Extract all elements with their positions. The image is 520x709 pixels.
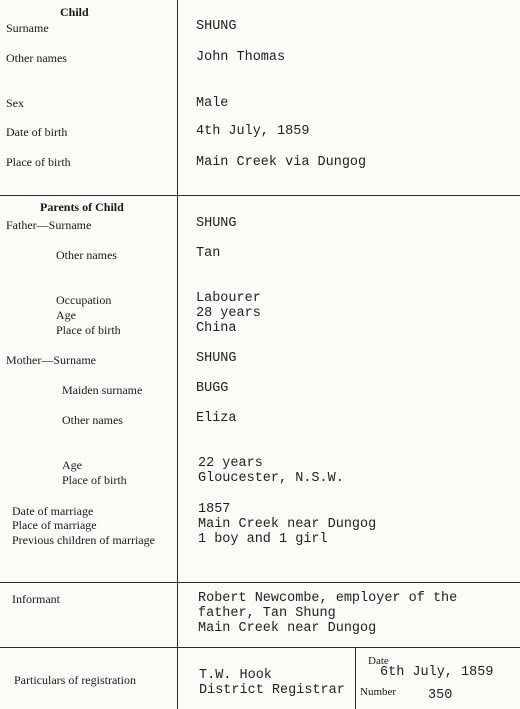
marriage-date-value: 1857 [198, 502, 231, 517]
occupation-label: Occupation [56, 293, 112, 307]
section-divider-child [0, 195, 520, 196]
child-surname-label: Surname [6, 21, 49, 35]
prev-children-value: 1 boy and 1 girl [198, 532, 328, 547]
mother-other-names-label: Other names [62, 413, 123, 427]
father-surname-label: Father—Surname [6, 218, 92, 232]
registration-number-label: Number [360, 686, 397, 698]
maiden-surname-value: BUGG [196, 381, 229, 396]
child-pob-value: Main Creek via Dungog [196, 155, 367, 170]
father-other-names-label: Other names [56, 248, 117, 262]
father-age-value: 28 years [196, 306, 261, 321]
informant-line-1: Robert Newcombe, employer of the [198, 591, 458, 606]
maiden-surname-label: Maiden surname [62, 383, 143, 397]
child-pob-label: Place of birth [6, 155, 71, 169]
registrar-name: T.W. Hook [199, 668, 272, 683]
father-surname-value: SHUNG [196, 216, 237, 231]
registration-date-label: Date [368, 655, 389, 667]
prev-children-label: Previous children of marriage [12, 533, 155, 547]
registration-number-value: 350 [428, 688, 453, 703]
registration-divider [355, 647, 356, 709]
section-divider-informant [0, 647, 520, 648]
mother-pob-label: Place of birth [62, 473, 127, 487]
child-dob-value: 4th July, 1859 [196, 124, 310, 139]
mother-surname-value: SHUNG [196, 351, 237, 366]
occupation-value: Labourer [196, 291, 261, 306]
child-surname-value: SHUNG [196, 19, 237, 34]
child-heading: Child [60, 5, 89, 19]
father-age-label: Age [56, 308, 76, 322]
mother-age-value: 22 years [198, 456, 263, 471]
child-other-names-label: Other names [6, 51, 67, 65]
informant-line-3: Main Creek near Dungog [198, 621, 377, 636]
vertical-divider [177, 0, 178, 709]
marriage-date-label: Date of marriage [12, 504, 94, 518]
parents-heading: Parents of Child [40, 200, 124, 214]
marriage-place-label: Place of marriage [12, 518, 97, 532]
father-pob-value: China [196, 321, 237, 336]
informant-line-2: father, Tan Shung [198, 606, 336, 621]
registration-date-value: 6th July, 1859 [380, 665, 494, 680]
child-sex-label: Sex [6, 96, 24, 110]
marriage-place-value: Main Creek near Dungog [198, 517, 377, 532]
mother-age-label: Age [62, 458, 82, 472]
father-other-names-value: Tan [196, 246, 221, 261]
mother-pob-value: Gloucester, N.S.W. [198, 471, 344, 486]
registrar-title: District Registrar [199, 683, 345, 698]
section-divider-parents [0, 582, 520, 583]
informant-label: Informant [12, 592, 60, 606]
child-sex-value: Male [196, 96, 229, 111]
mother-surname-label: Mother—Surname [6, 353, 96, 367]
registration-label: Particulars of registration [14, 673, 136, 687]
father-pob-label: Place of birth [56, 323, 121, 337]
child-other-names-value: John Thomas [196, 50, 286, 65]
mother-other-names-value: Eliza [196, 411, 237, 426]
child-dob-label: Date of birth [6, 125, 68, 139]
